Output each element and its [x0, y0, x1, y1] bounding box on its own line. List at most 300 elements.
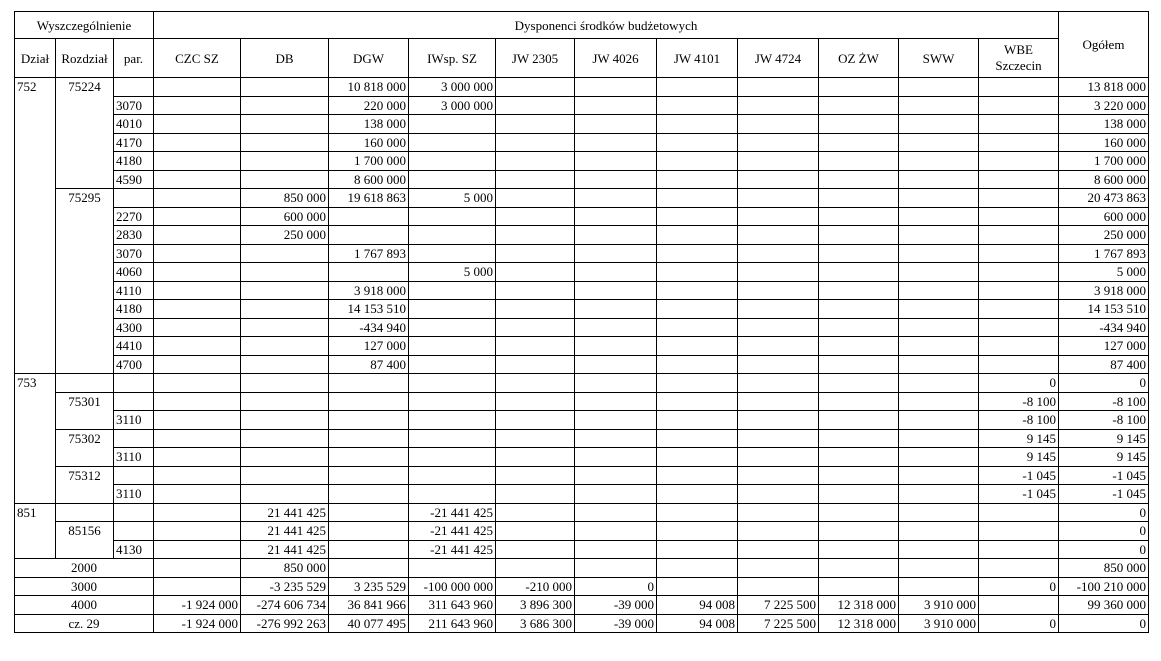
- cell-total: 0: [1059, 522, 1149, 541]
- cell-total: 250 000: [1059, 226, 1149, 245]
- cell-value: [409, 374, 496, 393]
- cell-rozdzial: 75301: [56, 392, 114, 429]
- cell-value: [738, 115, 819, 134]
- cell-par: 4700: [114, 355, 154, 374]
- cell-total: 160 000: [1059, 133, 1149, 152]
- summary-value: -39 000: [575, 596, 657, 615]
- header-par: par.: [114, 39, 154, 78]
- cell-value: 3 918 000: [329, 281, 409, 300]
- cell-value: [738, 355, 819, 374]
- summary-value: [979, 596, 1059, 615]
- cell-value: [496, 503, 575, 522]
- cell-value: [979, 300, 1059, 319]
- cell-value: [575, 226, 657, 245]
- cell-value: [496, 448, 575, 467]
- cell-value: [496, 152, 575, 171]
- cell-total: 0: [1059, 540, 1149, 559]
- table-row: [15, 152, 1149, 171]
- cell-par: 3070: [114, 244, 154, 263]
- cell-value: [154, 522, 241, 541]
- cell-value: [409, 281, 496, 300]
- cell-value: [496, 263, 575, 282]
- cell-total: 5 000: [1059, 263, 1149, 282]
- cell-value: [154, 503, 241, 522]
- header-col: JW 4724: [738, 39, 819, 78]
- cell-value: [657, 115, 738, 134]
- cell-value: [575, 374, 657, 393]
- cell-value: [899, 281, 979, 300]
- summary-total: 850 000: [1059, 559, 1149, 578]
- cell-value: [899, 503, 979, 522]
- cell-value: [899, 115, 979, 134]
- cell-par: 4410: [114, 337, 154, 356]
- cell-value: [154, 300, 241, 319]
- cell-value: [979, 207, 1059, 226]
- summary-value: 850 000: [241, 559, 329, 578]
- cell-value: [979, 318, 1059, 337]
- cell-value: [979, 133, 1059, 152]
- summary-label: 4000: [15, 596, 154, 615]
- header-col: SWW: [899, 39, 979, 78]
- cell-total: 8 600 000: [1059, 170, 1149, 189]
- cell-value: [496, 226, 575, 245]
- cell-value: [575, 392, 657, 411]
- summary-total: 99 360 000: [1059, 596, 1149, 615]
- summary-value: -210 000: [496, 577, 575, 596]
- cell-value: [496, 374, 575, 393]
- cell-value: [657, 411, 738, 430]
- cell-value: [575, 281, 657, 300]
- cell-value: [899, 170, 979, 189]
- cell-par: 4590: [114, 170, 154, 189]
- cell-par: [114, 466, 154, 485]
- cell-value: [575, 115, 657, 134]
- cell-par: [114, 522, 154, 541]
- cell-value: [657, 522, 738, 541]
- cell-par: 4130: [114, 540, 154, 559]
- cell-value: [575, 540, 657, 559]
- summary-value: 3 235 529: [329, 577, 409, 596]
- summary-value: 94 008: [657, 614, 738, 633]
- cell-value: [657, 281, 738, 300]
- budget-table: [14, 11, 1149, 633]
- cell-value: 250 000: [241, 226, 329, 245]
- cell-value: [657, 448, 738, 467]
- cell-value: [409, 226, 496, 245]
- cell-value: [899, 429, 979, 448]
- cell-value: [409, 244, 496, 263]
- cell-value: 850 000: [241, 189, 329, 208]
- summary-value: [819, 559, 899, 578]
- cell-value: [819, 96, 899, 115]
- cell-par: 4110: [114, 281, 154, 300]
- summary-value: [657, 577, 738, 596]
- cell-dzial: 753: [15, 374, 56, 504]
- cell-value: [899, 300, 979, 319]
- header-dzial: Dział: [15, 39, 56, 78]
- cell-value: [241, 337, 329, 356]
- cell-value: [657, 226, 738, 245]
- cell-value: [738, 540, 819, 559]
- cell-par: 2830: [114, 226, 154, 245]
- cell-value: 1 700 000: [329, 152, 409, 171]
- cell-value: [819, 448, 899, 467]
- table-row: [15, 115, 1149, 134]
- cell-value: [899, 244, 979, 263]
- cell-value: [657, 78, 738, 97]
- cell-dzial: 851: [15, 503, 56, 559]
- cell-value: [154, 226, 241, 245]
- header-rozdzial: Rozdział: [56, 39, 114, 78]
- summary-value: [738, 577, 819, 596]
- table-row: [15, 522, 1149, 541]
- cell-rozdzial: 75302: [56, 429, 114, 466]
- cell-value: [409, 300, 496, 319]
- cell-value: [329, 207, 409, 226]
- cell-value: [738, 226, 819, 245]
- header-col: OZ ŻW: [819, 39, 899, 78]
- header-col: IWsp. SZ: [409, 39, 496, 78]
- cell-value: [899, 78, 979, 97]
- cell-value: [899, 133, 979, 152]
- cell-value: [738, 448, 819, 467]
- cell-value: [409, 170, 496, 189]
- cell-value: [409, 207, 496, 226]
- cell-value: [819, 374, 899, 393]
- cell-value: -21 441 425: [409, 522, 496, 541]
- cell-value: [738, 96, 819, 115]
- cell-par: 4170: [114, 133, 154, 152]
- cell-value: [979, 244, 1059, 263]
- cell-value: [738, 485, 819, 504]
- cell-value: [154, 244, 241, 263]
- cell-value: [241, 263, 329, 282]
- cell-value: [496, 429, 575, 448]
- cell-value: [241, 485, 329, 504]
- cell-value: [819, 244, 899, 263]
- cell-value: [154, 466, 241, 485]
- summary-total: 0: [1059, 614, 1149, 633]
- cell-par: [114, 429, 154, 448]
- cell-value: [575, 96, 657, 115]
- cell-rozdzial: [56, 374, 114, 393]
- header-col: WBE Szczecin: [979, 39, 1059, 78]
- cell-value: [154, 429, 241, 448]
- table-row: [15, 300, 1149, 319]
- cell-total: -434 940: [1059, 318, 1149, 337]
- cell-value: -1 045: [979, 485, 1059, 504]
- cell-value: [154, 318, 241, 337]
- cell-total: 0: [1059, 503, 1149, 522]
- cell-value: [657, 170, 738, 189]
- cell-value: 9 145: [979, 429, 1059, 448]
- cell-total: 1 767 893: [1059, 244, 1149, 263]
- cell-value: [819, 429, 899, 448]
- cell-value: [738, 78, 819, 97]
- summary-value: [657, 559, 738, 578]
- cell-value: [496, 96, 575, 115]
- cell-value: [496, 522, 575, 541]
- cell-value: -21 441 425: [409, 503, 496, 522]
- summary-value: -276 992 263: [241, 614, 329, 633]
- cell-value: -8 100: [979, 411, 1059, 430]
- cell-value: [241, 300, 329, 319]
- cell-value: [329, 485, 409, 504]
- cell-value: [154, 392, 241, 411]
- summary-value: 3 686 300: [496, 614, 575, 633]
- table-row: [15, 485, 1149, 504]
- cell-value: [329, 522, 409, 541]
- cell-value: [496, 207, 575, 226]
- cell-value: [899, 540, 979, 559]
- cell-value: [738, 392, 819, 411]
- cell-value: 3 000 000: [409, 96, 496, 115]
- cell-value: [154, 133, 241, 152]
- cell-value: [329, 226, 409, 245]
- cell-value: [657, 263, 738, 282]
- cell-value: [899, 466, 979, 485]
- cell-value: [329, 540, 409, 559]
- cell-value: [738, 281, 819, 300]
- cell-value: [899, 263, 979, 282]
- cell-value: [329, 503, 409, 522]
- cell-value: [241, 355, 329, 374]
- summary-row: [15, 614, 1149, 633]
- cell-par: 4180: [114, 152, 154, 171]
- cell-value: [979, 78, 1059, 97]
- cell-value: 87 400: [329, 355, 409, 374]
- cell-value: [979, 170, 1059, 189]
- cell-value: [496, 300, 575, 319]
- cell-value: [657, 374, 738, 393]
- cell-value: [241, 281, 329, 300]
- summary-value: [899, 577, 979, 596]
- cell-value: [899, 392, 979, 411]
- cell-value: 21 441 425: [241, 540, 329, 559]
- summary-total: -100 210 000: [1059, 577, 1149, 596]
- header-wyszczegolnienie: Wyszczególnienie: [15, 12, 154, 39]
- cell-value: [819, 133, 899, 152]
- cell-value: [819, 78, 899, 97]
- cell-value: [819, 411, 899, 430]
- cell-value: [819, 152, 899, 171]
- cell-value: [738, 318, 819, 337]
- cell-value: [575, 503, 657, 522]
- table-row: [15, 226, 1149, 245]
- cell-value: 0: [979, 374, 1059, 393]
- cell-value: [738, 189, 819, 208]
- cell-value: [496, 466, 575, 485]
- cell-value: [738, 337, 819, 356]
- summary-value: 0: [979, 614, 1059, 633]
- cell-value: [409, 392, 496, 411]
- cell-value: [819, 392, 899, 411]
- cell-value: [819, 540, 899, 559]
- cell-value: [241, 96, 329, 115]
- cell-value: [154, 448, 241, 467]
- cell-value: [819, 226, 899, 245]
- cell-value: -434 940: [329, 318, 409, 337]
- summary-value: [819, 577, 899, 596]
- cell-value: -1 045: [979, 466, 1059, 485]
- cell-value: [979, 281, 1059, 300]
- cell-value: [738, 374, 819, 393]
- cell-total: -1 045: [1059, 485, 1149, 504]
- table-row: [15, 374, 1149, 393]
- header-ogolem: Ogółem: [1059, 12, 1149, 78]
- summary-value: 7 225 500: [738, 596, 819, 615]
- cell-value: [899, 226, 979, 245]
- cell-value: [899, 374, 979, 393]
- cell-value: [575, 170, 657, 189]
- cell-value: [575, 244, 657, 263]
- cell-value: [657, 244, 738, 263]
- cell-value: [496, 244, 575, 263]
- cell-par: 2270: [114, 207, 154, 226]
- cell-value: [899, 355, 979, 374]
- cell-value: [241, 448, 329, 467]
- header-col: DB: [241, 39, 329, 78]
- cell-value: [738, 411, 819, 430]
- cell-value: [329, 263, 409, 282]
- summary-value: 0: [575, 577, 657, 596]
- cell-value: [409, 133, 496, 152]
- cell-value: [575, 189, 657, 208]
- table-row: [15, 244, 1149, 263]
- cell-total: 13 818 000: [1059, 78, 1149, 97]
- summary-value: 94 008: [657, 596, 738, 615]
- cell-par: [114, 503, 154, 522]
- cell-value: [575, 152, 657, 171]
- cell-value: [657, 300, 738, 319]
- cell-value: [979, 522, 1059, 541]
- summary-value: 0: [979, 577, 1059, 596]
- cell-par: 3110: [114, 485, 154, 504]
- table-row: [15, 429, 1149, 448]
- cell-value: [496, 133, 575, 152]
- cell-total: 9 145: [1059, 448, 1149, 467]
- summary-value: 12 318 000: [819, 596, 899, 615]
- cell-total: 3 918 000: [1059, 281, 1149, 300]
- summary-label: 3000: [15, 577, 154, 596]
- cell-value: [154, 96, 241, 115]
- summary-label: 2000: [15, 559, 154, 578]
- cell-value: [899, 207, 979, 226]
- cell-value: [657, 133, 738, 152]
- cell-value: [154, 152, 241, 171]
- cell-value: [154, 337, 241, 356]
- cell-value: [899, 448, 979, 467]
- cell-value: [819, 318, 899, 337]
- summary-row: [15, 559, 1149, 578]
- cell-rozdzial: 75224: [56, 78, 114, 189]
- cell-value: [409, 411, 496, 430]
- cell-value: [819, 337, 899, 356]
- cell-value: [575, 429, 657, 448]
- cell-value: [409, 115, 496, 134]
- cell-value: [657, 503, 738, 522]
- budget-table-container: [14, 11, 1149, 633]
- table-row: [15, 133, 1149, 152]
- cell-value: 160 000: [329, 133, 409, 152]
- cell-value: [154, 170, 241, 189]
- cell-value: [241, 411, 329, 430]
- cell-value: [154, 189, 241, 208]
- table-row: [15, 78, 1149, 97]
- cell-value: [409, 152, 496, 171]
- cell-value: [496, 170, 575, 189]
- summary-row: [15, 577, 1149, 596]
- cell-total: 1 700 000: [1059, 152, 1149, 171]
- cell-value: [154, 540, 241, 559]
- cell-value: [409, 485, 496, 504]
- cell-value: [979, 96, 1059, 115]
- cell-par: [114, 189, 154, 208]
- cell-value: [241, 152, 329, 171]
- cell-value: [979, 152, 1059, 171]
- cell-value: [496, 318, 575, 337]
- cell-total: 138 000: [1059, 115, 1149, 134]
- cell-value: [899, 96, 979, 115]
- table-row: [15, 281, 1149, 300]
- cell-value: [575, 133, 657, 152]
- cell-total: -8 100: [1059, 392, 1149, 411]
- summary-value: [329, 559, 409, 578]
- summary-value: [899, 559, 979, 578]
- cell-value: [575, 78, 657, 97]
- table-row: [15, 189, 1149, 208]
- cell-par: 3110: [114, 448, 154, 467]
- cell-value: [979, 263, 1059, 282]
- summary-value: [154, 559, 241, 578]
- cell-value: [979, 115, 1059, 134]
- cell-value: [154, 263, 241, 282]
- cell-value: [899, 485, 979, 504]
- cell-value: 138 000: [329, 115, 409, 134]
- cell-value: [329, 392, 409, 411]
- cell-value: 220 000: [329, 96, 409, 115]
- cell-value: 127 000: [329, 337, 409, 356]
- cell-value: [329, 374, 409, 393]
- cell-value: -21 441 425: [409, 540, 496, 559]
- table-row: [15, 411, 1149, 430]
- cell-value: [241, 115, 329, 134]
- cell-value: [899, 152, 979, 171]
- cell-value: [738, 503, 819, 522]
- cell-par: [114, 392, 154, 411]
- cell-value: [496, 540, 575, 559]
- summary-value: -1 924 000: [154, 596, 241, 615]
- cell-value: [657, 429, 738, 448]
- cell-value: [496, 355, 575, 374]
- cell-value: [154, 411, 241, 430]
- cell-rozdzial: 75295: [56, 189, 114, 374]
- cell-value: [819, 115, 899, 134]
- cell-value: [154, 485, 241, 504]
- cell-value: [738, 133, 819, 152]
- cell-value: 14 153 510: [329, 300, 409, 319]
- cell-total: -8 100: [1059, 411, 1149, 430]
- cell-value: [819, 281, 899, 300]
- cell-value: [241, 429, 329, 448]
- cell-value: [738, 429, 819, 448]
- cell-rozdzial: 85156: [56, 522, 114, 559]
- table-row: [15, 96, 1149, 115]
- summary-value: 3 910 000: [899, 614, 979, 633]
- cell-value: [154, 115, 241, 134]
- table-row: [15, 318, 1149, 337]
- cell-value: [496, 411, 575, 430]
